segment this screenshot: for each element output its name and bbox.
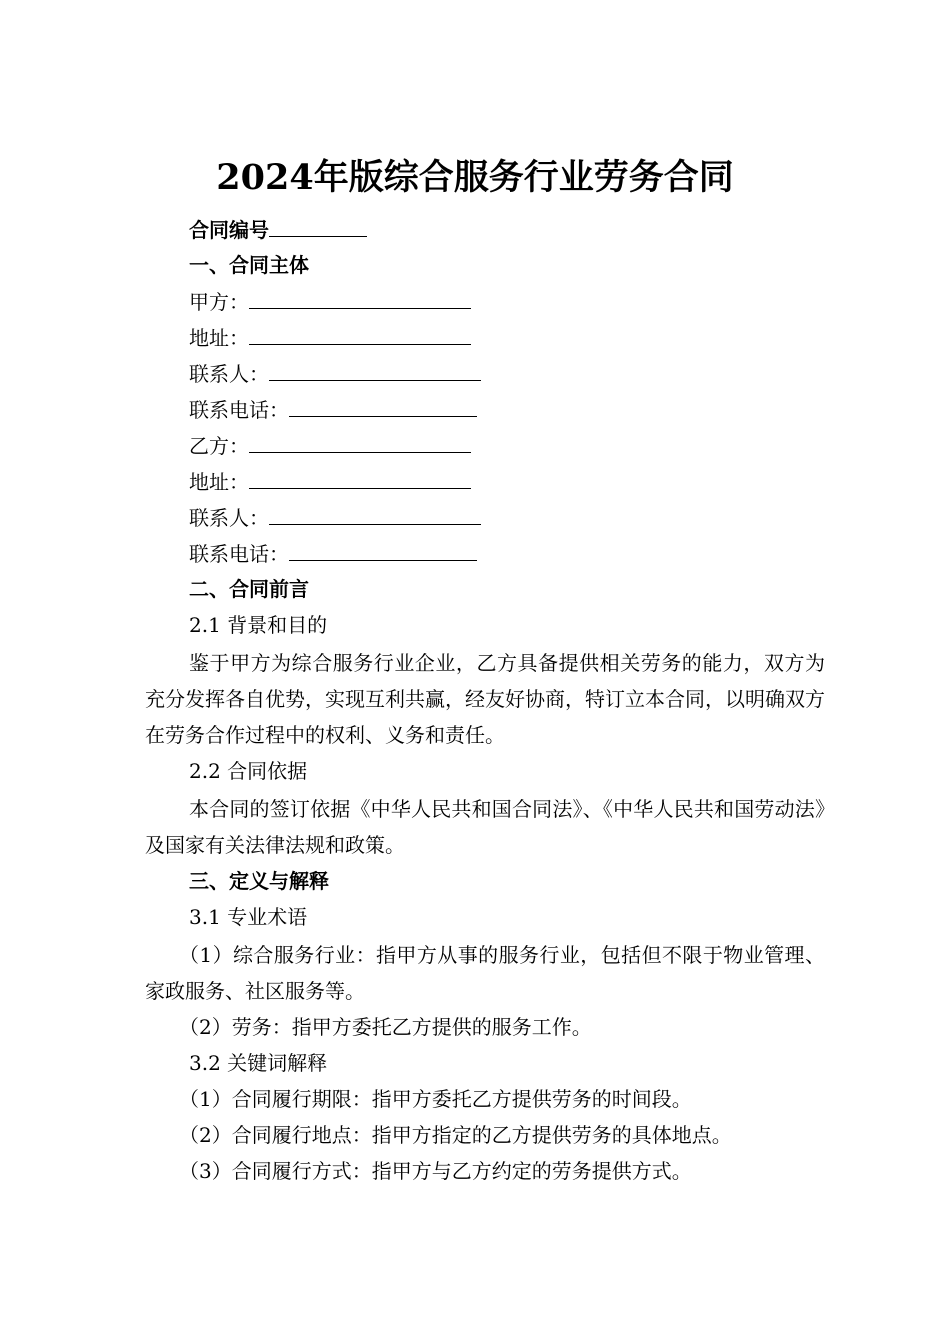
section-2-2-paragraph: 本合同的签订依据《中华人民共和国合同法》、《中华人民共和国劳动法》及国家有关法律法规和政策。 <box>145 797 825 857</box>
contract-number-label: 合同编号 <box>189 218 269 242</box>
section-3-1-title: 3.1 专业术语 <box>189 905 308 929</box>
party-b-address-line <box>189 466 471 497</box>
party-a-address-blank <box>249 322 471 345</box>
party-b-contact-blank <box>269 502 481 525</box>
document-title: 2024年版综合服务行业劳务合同 <box>216 157 734 198</box>
party-b-phone-line <box>189 538 477 569</box>
section-3-2-item-1: （1）合同履行期限：指甲方委托乙方提供劳务的时间段。 <box>179 1087 692 1111</box>
party-a-phone-blank <box>289 394 477 417</box>
section1-heading: 一、合同主体 <box>189 253 309 277</box>
party-b-phone-blank <box>289 538 477 561</box>
party-b-contact-label: 联系人： <box>189 506 269 530</box>
party-a-line <box>189 286 471 317</box>
party-b-blank <box>249 430 471 453</box>
party-a-phone-line <box>189 394 477 425</box>
party-b-phone-label: 联系电话： <box>189 542 289 566</box>
party-b-address-label: 地址： <box>189 470 249 494</box>
party-b-address-blank <box>249 466 471 489</box>
section-3-2-item-3: （3）合同履行方式：指甲方与乙方约定的劳务提供方式。 <box>179 1159 692 1183</box>
party-a-label: 甲方： <box>189 290 249 314</box>
party-b-line <box>189 430 471 461</box>
contract-number-line <box>189 214 367 245</box>
section-3-2-item-2: （2）合同履行地点：指甲方指定的乙方提供劳务的具体地点。 <box>179 1123 732 1147</box>
party-b-label: 乙方： <box>189 434 249 458</box>
section-2-1-paragraph: 鉴于甲方为综合服务行业企业，乙方具备提供相关劳务的能力，双方为充分发挥各自优势，实现互利共赢，经友好协商，特订立本合同，以明确双方在劳务合作过程中的权利、义务和责任。 <box>145 651 825 747</box>
section-2-2-title: 2.2 合同依据 <box>189 759 308 783</box>
section-3-2-title: 3.2 关键词解释 <box>189 1051 328 1075</box>
party-a-contact-line <box>189 358 481 389</box>
party-a-address-line <box>189 322 471 353</box>
contract-number-blank <box>269 214 367 237</box>
section2-heading: 二、合同前言 <box>189 577 309 601</box>
party-a-contact-blank <box>269 358 481 381</box>
party-a-address-label: 地址： <box>189 326 249 350</box>
party-a-phone-label: 联系电话： <box>189 398 289 422</box>
party-b-contact-line <box>189 502 481 533</box>
section3-heading: 三、定义与解释 <box>189 869 329 893</box>
party-a-blank <box>249 286 471 309</box>
section-3-1-item-1: （1）综合服务行业：指甲方从事的服务行业，包括但不限于物业管理、家政服务、社区服务等。 <box>145 943 825 1003</box>
section-3-1-item-2: （2）劳务：指甲方委托乙方提供的服务工作。 <box>179 1015 592 1039</box>
party-a-contact-label: 联系人： <box>189 362 269 386</box>
section-2-1-title: 2.1 背景和目的 <box>189 613 328 637</box>
